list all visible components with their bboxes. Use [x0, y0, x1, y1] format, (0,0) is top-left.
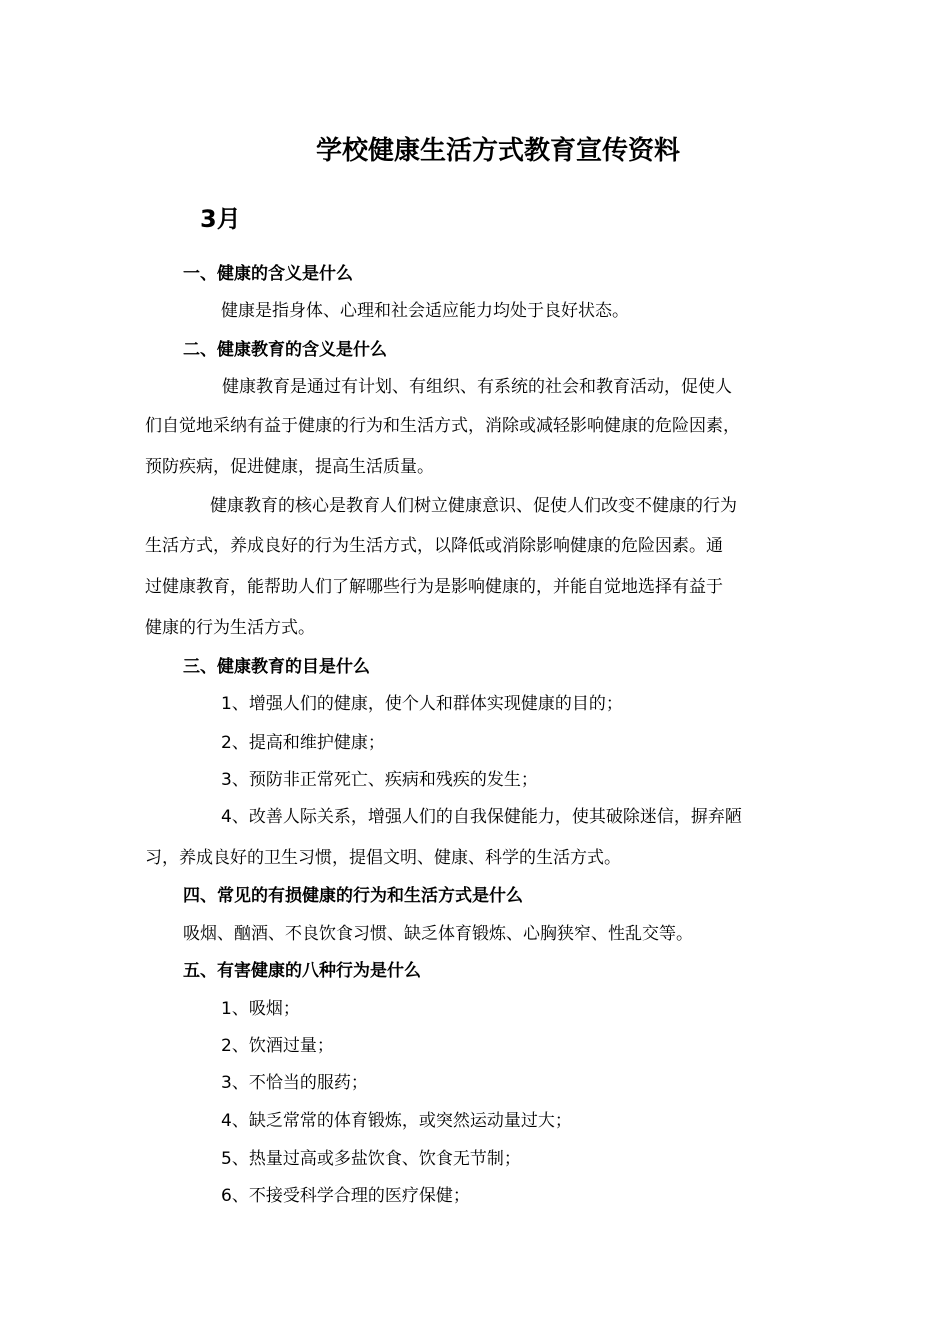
- section-heading-1: 一、健康的含义是什么: [183, 264, 353, 284]
- paragraph-line: 健康的行为生活方式。: [145, 618, 315, 638]
- section-heading-3: 三、健康教育的目是什么: [183, 657, 370, 677]
- section-1-text: 健康是指身体、心理和社会适应能力均处于良好状态。: [221, 301, 629, 321]
- document-title: 学校健康生活方式教育宣传资料: [316, 136, 681, 166]
- list-item: 6、不接受科学合理的医疗保健；: [221, 1186, 470, 1206]
- list-item: 3、不恰当的服药；: [221, 1073, 368, 1093]
- list-item: 4、改善人际关系，增强人们的自我保健能力，使其破除迷信，摒弃陋: [221, 807, 742, 827]
- paragraph-line: 过健康教育，能帮助人们了解哪些行为是影响健康的，并能自觉地选择有益于: [145, 577, 723, 597]
- list-item: 2、饮酒过量；: [221, 1036, 334, 1056]
- list-item: 1、吸烟；: [221, 999, 300, 1019]
- section-heading-5: 五、有害健康的八种行为是什么: [183, 961, 421, 981]
- month-heading: 3月: [200, 205, 241, 233]
- list-item: 4、缺乏常常的体育锻炼，或突然运动量过大；: [221, 1111, 572, 1131]
- list-item: 2、提高和维护健康；: [221, 733, 385, 753]
- paragraph-line: 们自觉地采纳有益于健康的行为和生活方式，消除或减轻影响健康的危险因素，: [145, 416, 740, 436]
- list-item: 1、增强人们的健康，使个人和群体实现健康的目的；: [221, 694, 623, 714]
- list-item: 5、热量过高或多盐饮食、饮食无节制；: [221, 1149, 521, 1169]
- paragraph-line: 健康教育是通过有计划、有组织、有系统的社会和教育活动，促使人: [222, 377, 732, 397]
- paragraph-line: 预防疾病，促进健康，提高生活质量。: [145, 457, 434, 477]
- section-heading-2: 二、健康教育的含义是什么: [183, 340, 387, 360]
- list-item-continuation: 习，养成良好的卫生习惯，提倡文明、健康、科学的生活方式。: [145, 848, 621, 868]
- paragraph-line: 健康教育的核心是教育人们树立健康意识、促使人们改变不健康的行为: [210, 496, 737, 516]
- paragraph-line: 生活方式，养成良好的行为生活方式，以降低或消除影响健康的危险因素。通: [145, 536, 723, 556]
- section-heading-4: 四、常见的有损健康的行为和生活方式是什么: [183, 886, 523, 906]
- section-4-text: 吸烟、酗酒、不良饮食习惯、缺乏体育锻炼、心胸狭窄、性乱交等。: [183, 924, 693, 944]
- list-item: 3、预防非正常死亡、疾病和残疾的发生；: [221, 770, 538, 790]
